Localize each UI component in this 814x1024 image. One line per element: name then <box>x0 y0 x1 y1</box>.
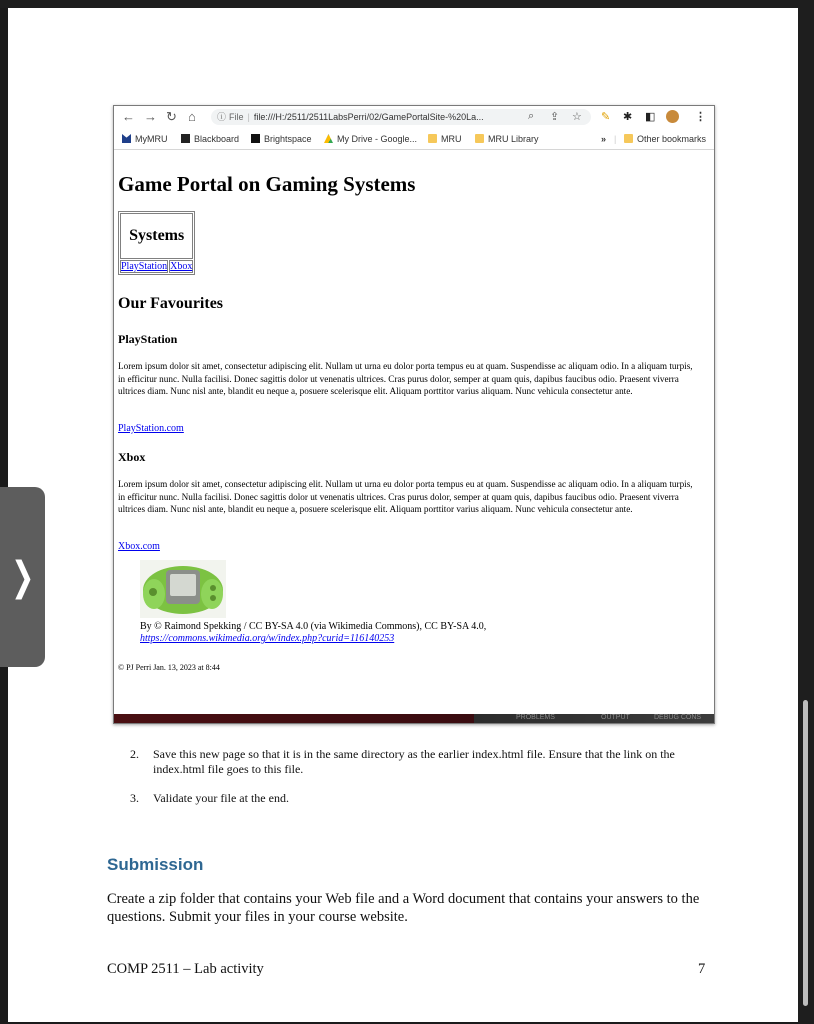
copyright-text: © PJ Perri Jan. 13, 2023 at 8:44 <box>118 663 220 672</box>
next-page-button[interactable] <box>0 487 45 667</box>
viewer-top-bar <box>0 0 814 8</box>
bookmark-brightspace[interactable] <box>251 132 312 146</box>
web-page-content <box>114 150 714 715</box>
bookmark-mru-folder[interactable] <box>428 132 462 146</box>
other-bookmarks[interactable] <box>624 132 706 146</box>
side-panel-icon[interactable]: ◧ <box>645 111 656 123</box>
xbox-paragraph: Lorem ipsum dolor sit amet, consectetur adipiscing elit. Nullam ut urna eu dolor porta tempus eu at quam. Suspendisse ac aliquam odio. In a aliquam turpis, in efficitur nunc. Nulla facilisi. Donec sagittis dolor ut venenatis ultrices. Cras purus dolor, semper at quam quis, dapibus faucibus odio. Praesent viverra ultrices diam. Nunc nisl ante, blandit eu neque a, posuere scelerisque elit. Aliquam porttitor varius aliquam. Nunc vehicula consectetur ante. <box>118 479 693 514</box>
folder-icon <box>428 134 437 143</box>
systems-cell <box>169 260 193 273</box>
bookmark-label: Brightspace <box>264 134 312 144</box>
xbox-heading: Xbox <box>118 450 146 464</box>
credit-text: By © Raimond Spekking / CC BY-SA 4.0 (via Wikimedia Commons), CC BY-SA 4.0, <box>140 621 487 632</box>
info-icon: ⓘ <box>217 112 227 122</box>
forward-arrow-icon[interactable]: → <box>144 109 157 124</box>
menu-kebab-icon[interactable]: ⋮ <box>695 111 706 123</box>
bookmark-drive[interactable] <box>324 132 417 146</box>
pen-extension-icon[interactable]: ✎ <box>601 111 611 123</box>
address-text: file:///H:/2511/2511LabsPerri/02/GamePortalSite-%20La... <box>253 112 484 122</box>
strip-label: DEBUG CONS <box>654 714 702 721</box>
embedded-browser-screenshot <box>113 105 715 724</box>
bookmark-mru-library[interactable] <box>475 132 539 146</box>
playstation-heading: PlayStation <box>118 332 178 346</box>
bookmark-mymru[interactable] <box>122 132 168 146</box>
footer-course-label: COMP 2511 – Lab activity <box>107 961 264 977</box>
strip-label: PROBLEMS <box>516 714 555 721</box>
scheme-label: File <box>229 112 244 122</box>
handheld-console-image <box>140 560 226 618</box>
bookmarks-divider: | <box>614 134 617 144</box>
folder-icon <box>624 134 633 143</box>
star-bookmark-icon[interactable]: ☆ <box>572 111 582 123</box>
bookmark-label: MyMRU <box>135 134 168 144</box>
credit-url-link[interactable]: https://commons.wikimedia.org/w/index.php?curid=116140253 <box>140 633 395 644</box>
image-credit <box>140 621 486 645</box>
bookmark-label: MRU <box>441 134 462 144</box>
editor-panel-strip <box>114 714 714 723</box>
mru-logo-icon <box>122 134 131 143</box>
bookmark-blackboard[interactable] <box>181 132 239 146</box>
bookmarks-bar <box>114 129 714 150</box>
d2l-icon <box>251 134 260 143</box>
xbox-nav-link[interactable]: Xbox <box>170 261 193 272</box>
step-number: 2. <box>130 747 139 761</box>
scrollbar-thumb[interactable] <box>803 700 808 1006</box>
step-number: 3. <box>130 791 139 805</box>
step-text: Save this new page so that it is in the same directory as the earlier index.html file. Ensure that the link on the index.html file goes to this file. <box>153 747 675 776</box>
bookmarks-overflow[interactable]: » <box>601 134 607 144</box>
google-drive-icon <box>324 134 333 143</box>
home-icon[interactable]: ⌂ <box>188 109 196 124</box>
bookmark-label: Other bookmarks <box>637 134 707 144</box>
systems-header: Systems <box>120 213 193 259</box>
systems-table <box>118 211 195 275</box>
back-arrow-icon[interactable]: ← <box>122 109 135 124</box>
profile-avatar[interactable] <box>666 110 679 123</box>
folder-icon <box>475 134 484 143</box>
strip-label: OUTPUT <box>601 714 630 721</box>
footer-page-number: 7 <box>698 961 706 977</box>
submission-heading: Submission <box>107 855 204 874</box>
chevron-right-icon: ❯ <box>10 554 35 600</box>
systems-cell <box>120 260 168 273</box>
page-title: Game Portal on Gaming Systems <box>118 172 416 196</box>
bookmark-label: MRU Library <box>488 134 539 144</box>
submission-paragraph: Create a zip folder that contains your Web file and a Word document that contains your answers to the questions. Submit your files in your course website. <box>107 891 700 925</box>
playstation-paragraph: Lorem ipsum dolor sit amet, consectetur adipiscing elit. Nullam ut urna eu dolor porta tempus eu at quam. Suspendisse ac aliquam odio. In a aliquam turpis, in efficitur nunc. Nulla facilisi. Donec sagittis dolor ut venenatis ultrices. Cras purus dolor, semper at quam quis, dapibus faucibus odio. Praesent viverra ultrices diam. Nunc nisl ante, blandit eu neque a, posuere scelerisque elit. Aliquam porttitor varius aliquam. Nunc vehicula consectetur ante. <box>118 361 693 396</box>
playstation-link[interactable]: PlayStation.com <box>118 423 184 434</box>
bookmark-label: My Drive - Google... <box>337 134 418 144</box>
favourites-heading: Our Favourites <box>118 295 224 312</box>
address-separator: | <box>247 112 250 122</box>
blackboard-icon <box>181 134 190 143</box>
zoom-icon[interactable]: ⌕ <box>528 110 535 122</box>
step-text: Validate your file at the end. <box>153 791 289 805</box>
bookmark-label: Blackboard <box>194 134 240 144</box>
reload-icon[interactable]: ↻ <box>166 109 177 124</box>
browser-toolbar <box>114 106 714 128</box>
puzzle-extensions-icon[interactable]: ✱ <box>623 111 633 123</box>
xbox-link[interactable]: Xbox.com <box>118 541 160 552</box>
share-icon[interactable]: ⇪ <box>550 111 560 123</box>
playstation-nav-link[interactable]: PlayStation <box>121 261 168 272</box>
